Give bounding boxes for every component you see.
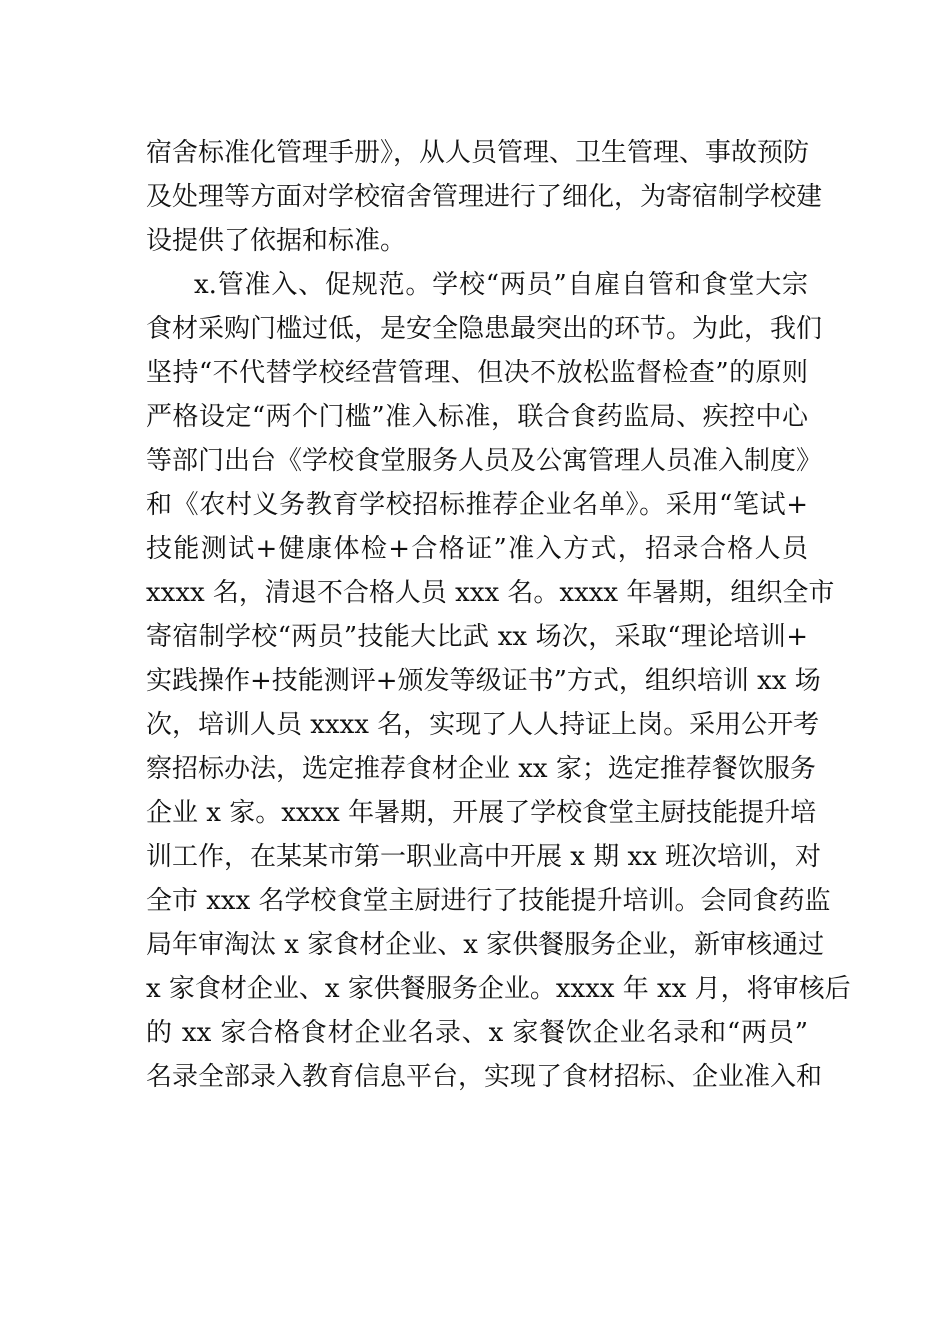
text-line: 的 xx 家合格食材企业名录、x 家餐饮企业名录和“两员” — [146, 1018, 808, 1048]
text-line: 及处理等方面对学校宿舍管理进行了细化，为寄宿制学校建 — [146, 182, 823, 212]
text-line: 宿舍标准化管理手册》，从人员管理、卫生管理、事故预防 — [146, 138, 810, 168]
text-line: 寄宿制学校“两员”技能大比武 xx 场次，采取“理论培训+ — [146, 622, 808, 652]
text-line: 察招标办法，选定推荐食材企业 xx 家；选定推荐餐饮服务 — [146, 754, 816, 784]
text-line: 名录全部录入教育信息平台，实现了食材招标、企业准入和 — [146, 1062, 823, 1092]
document-body — [146, 131, 851, 1143]
text-line: 坚持“不代替学校经营管理、但决不放松监督检查”的原则 — [146, 358, 808, 388]
text-line: 次，培训人员 xxxx 名，实现了人人持证上岗。采用公开考 — [146, 710, 820, 740]
text-line: 企业 x 家。xxxx 年暑期，开展了学校食堂主厨技能提升培 — [146, 798, 817, 828]
text-line: 全市 xxx 名学校食堂主厨进行了技能提升培训。会同食药监 — [146, 886, 831, 916]
text-line: 和《农村义务教育学校招标推荐企业名单》。采用“笔试+ — [146, 490, 808, 520]
text-line: 严格设定“两个门槛”准入标准，联合食药监局、疾控中心 — [146, 402, 808, 432]
text-line: 训工作，在某某市第一职业高中开展 x 期 xx 班次培训，对 — [146, 842, 822, 872]
text-line: 设提供了依据和标准。 — [146, 226, 407, 256]
text-line: 实践操作+技能测评+颁发等级证书”方式，组织培训 xx 场 — [146, 666, 821, 696]
text-line: 食材采购门槛过低，是安全隐患最突出的环节。为此，我们 — [146, 314, 823, 344]
text-line: 技能测试+健康体检+合格证”准入方式，招录合格人员 — [146, 534, 808, 564]
text-line — [146, 1099, 808, 1143]
text-line: xxxx 名，清退不合格人员 xxx 名。xxxx 年暑期，组织全市 — [146, 578, 835, 608]
text-line: 局年审淘汰 x 家食材企业、x 家供餐服务企业，新审核通过 — [146, 930, 825, 960]
paragraph-first-line: x.管准入、促规范。学校“两员”自雇自管和食堂大宗 — [194, 270, 808, 300]
text-line: x 家食材企业、x 家供餐服务企业。xxxx 年 xx 月，将审核后 — [146, 974, 851, 1004]
text-line: 等部门出台《学校食堂服务人员及公寓管理人员准入制度》 — [146, 446, 823, 476]
